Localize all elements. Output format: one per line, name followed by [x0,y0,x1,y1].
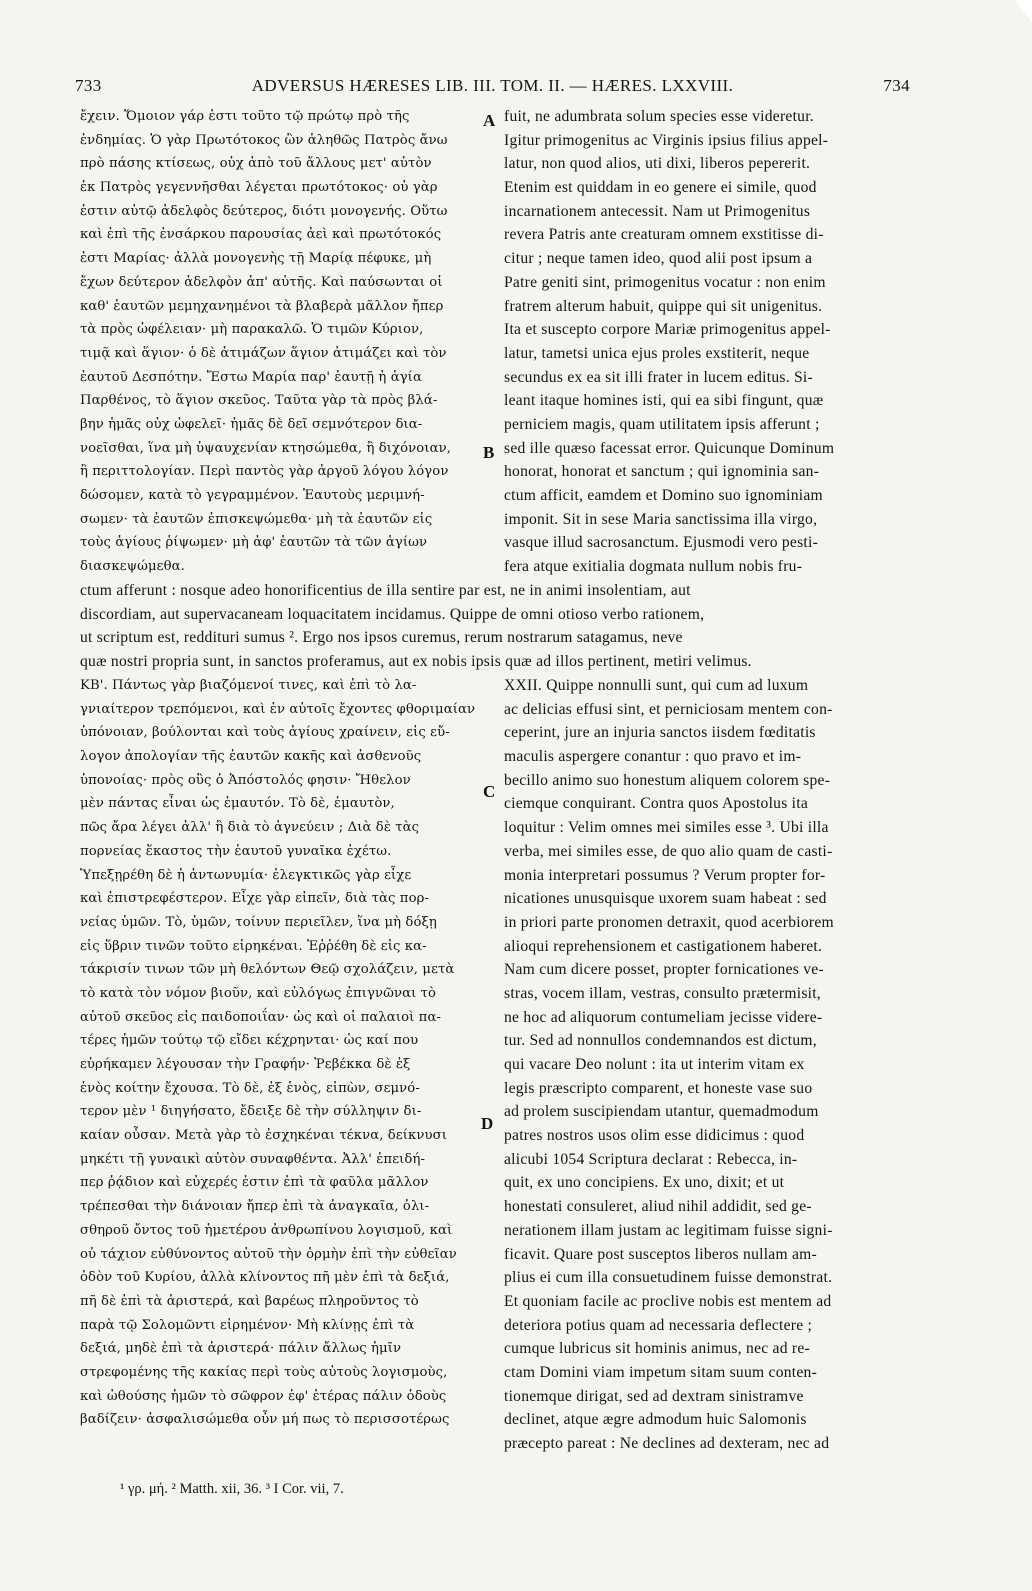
latin-line: declinet, atque ægre admodum huic Salomonis [504,1411,807,1429]
latin-line: becillo animo suo honestum aliquem colorem spe- [504,771,831,789]
latin-line: Et quoniam facile ac proclive nobis est mentem ad [504,1292,832,1310]
latin-line: ne hoc ad aliquorum contumeliam jecisse videre- [504,1008,823,1026]
margin-mark-a: A [483,111,496,130]
greek-line: πρὸ πάσης κτίσεως, οὐχ ἀπὸ τοῦ ἄλλους μετ' αὐτὸν [80,156,432,172]
latin-line: fratrem alterum habuit, quippe qui sit unigenitus. [504,297,823,315]
greek-line: περ ῥᾴδιον καὶ εὐχερές ἐστιν ἐπὶ τὰ φαῦλα μᾶλλον [80,1175,429,1191]
greek-line: ἐστιν αὐτῷ ἀδελφὸς δεύτερος, διότι μονογενής. Οὕτω [80,203,448,219]
latin-line: leant itaque homines isti, qui ea sibi fingunt, quæ [504,392,824,410]
latin-line: honestati consuleret, aliud nihil addidit, sed ge- [504,1198,812,1216]
latin-line: Ita et suscepto corpore Mariæ primogenitus appel- [504,321,831,339]
greek-line: ἐνδημίας. Ὁ γὰρ Πρωτότοκος ὢν ἀληθῶς Πατρὸς ἄνω [80,132,448,148]
page-number-left: 733 [75,76,102,95]
latin-line: plius ei cum illa consuetudinem fuisse demonstrat. [504,1269,833,1287]
greek-line: τρέπεσθαι τὴν διάνοιαν ἤπερ ἐπὶ τὰ ἀναγκαῖα, ὀλι- [80,1199,430,1215]
latin-line: præcepto pareat : Ne declines ad dexteram, nec ad [504,1435,830,1452]
latin-line: alioqui reprehensionem et castigationem haberet. [504,937,823,955]
latin-line: nerationem illam justam ac legitimam fuisse signi- [504,1221,833,1239]
greek-line: τὰ πρὸς ὠφέλειαν· μὴ παρακαλῶ. Ὁ τιμῶν Κύριον, [80,322,424,338]
running-title: ADVERSUS HÆRESES LIB. III. TOM. II. — HÆRES. LXXVIII. [251,76,734,95]
greek-line: τερον μὲν ¹ διηγήσατο, ἔδειξε δὲ τὴν σύλληψιν δι- [80,1104,422,1120]
latin-line: imponit. Sit in sese Maria sanctissima illa virgo, [504,510,818,528]
full-width-line: discordiam, aut supervacaneam loquacitatem incidamus. Quippe de omni otioso verbo rationem, [80,605,705,623]
greek-line: Ὑπεξῃρέθη δὲ ἡ ἀντωνυμία· ἐλεγκτικῶς γὰρ εἶχε [80,867,412,883]
greek-line: τέρες ἡμῶν τούτῳ τῷ εἴδει κέχρηνται· ὡς καί που [80,1033,419,1049]
greek-line: πορνείας ἕκαστος τὴν ἑαυτοῦ γυναῖκα ἐχέτω. [80,843,392,859]
greek-line: μηκέτι τῇ γυναικὶ αὐτὸν συναφθέντα. Ἀλλ' ἐπειδή- [80,1151,426,1167]
latin-line: ad prolem suscipiendam utantur, quemadmodum [504,1103,819,1121]
latin-column-2 [504,674,906,1456]
greek-line: σθηροῦ ὄντος τοῦ ἡμετέρου ἀνθρωπίνου λογισμοῦ, καὶ [80,1222,453,1238]
greek-line: καὶ ἐπὶ τῆς ἐνσάρκου παρουσίας ἀεὶ καὶ πρωτότοκός [80,227,442,243]
greek-line: ὑπόνοιαν, βούλονται καὶ τοὺς ἁγίους χραίνειν, εἰς εὔ- [80,725,450,741]
latin-line: latur, tametsi unica ejus proles exstiterit, neque [504,344,810,362]
latin-line: revera Patris ante creaturam omnem exstitisse di- [504,226,824,244]
greek-line: αὐτοῦ σκεῦος εἰς παιδοποιΐαν· ὡς καὶ οἱ παλαιοὶ πα- [80,1009,442,1025]
latin-line: quit, ex uno concipiens. Ex uno, dixit; et ut [504,1174,785,1192]
latin-line: patres nostros usos olim esse didicimus : quod [504,1127,805,1145]
greek-line: καθ' ἑαυτῶν μεμηχανημένοι τὰ βλαβερὰ μᾶλλον ἤπερ [80,298,444,314]
margin-mark-c: C [483,782,496,801]
latin-line: ctam Domini viam impetum sitam suum conten- [504,1363,818,1381]
latin-line: alicubi 1054 Scriptura declarat : Rebecca, in- [504,1150,798,1168]
greek-line: διασκεψώμεθα. [80,559,185,575]
greek-line: τάκρισίν τινων τῶν μὴ θελόντων Θεῷ σχολάζειν, μετὰ [80,962,455,978]
page-number-right: 734 [883,76,910,95]
greek-line: βαδίζειν· ἀσφαλισώμεθα οὖν μή πως τὸ περισσοτέρως [80,1412,450,1428]
greek-line: μὲν πάντας εἶναι ὡς ἐμαυτόν. Τὸ δὲ, ἐμαυτὸν, [80,796,395,812]
latin-line: Nam cum dicere posset, propter fornicationes ve- [504,961,824,979]
latin-line: ac delicias effusi sint, et perniciosam mentem con- [504,700,833,718]
latin-line: tur. Sed ad nonnullos condemnandos est dictum, [504,1032,817,1050]
latin-line: ceperint, jure an injuria sanctos iisdem fœditatis [504,724,816,742]
greek-line: γνιαίτερον τρεπόμενοι, καὶ ἐν αὐτοῖς ἔχοντες φθοριμαίαν [80,701,476,717]
greek-line: δώσομεν, κατὰ τὸ γεγραμμένον. Ἑαυτοὺς μεριμνή- [80,488,425,503]
greek-line: καὶ ἐπιστρεφέστερον. Εἶχε γὰρ εἰπεῖν, διὰ τὰς πορ- [80,891,430,907]
footnotes: ¹ γρ. μή. ² Matth. xii, 36. ³ I Cor. vii, 7. [120,1481,344,1497]
greek-line: εὑρήκαμεν λέγουσαν τὴν Γραφήν· Ῥεβέκκα δὲ ἐξ [80,1057,411,1072]
latin-line: vasque illud sacrosanctum. Ejusmodi vero pesti- [504,534,819,552]
margin-mark-d: D [481,1114,494,1133]
margin-mark-b: B [483,443,495,462]
latin-line: incarnationem antecessit. Nam ut Primogenitus [504,202,811,220]
greek-line: ἑνὸς κοίτην ἔχουσα. Τὸ δὲ, ἐξ ἑνὸς, εἰπὼν, σεμνό- [80,1080,420,1096]
latin-column-1 [504,105,906,579]
running-header [75,76,910,98]
greek-line: νείας ὑμῶν. Τὸ, ὑμῶν, τοίνυν περιεῖλεν, ἵνα μὴ δόξῃ [80,914,437,930]
greek-line: ἢ περιττολογίαν. Περὶ παντὸς γὰρ ἀργοῦ λόγου λόγον [80,464,449,480]
full-width-lines [80,579,906,674]
latin-line: honorat, honorat et sanctum ; qui ignominia san- [504,463,820,481]
latin-line: sed ille quæso facessat error. Quicunque Dominum [504,439,835,457]
full-width-line: ctum afferunt : nosque adeo honorificentius de illa sentire par est, ne in animi insolentiam, aut [80,582,691,599]
greek-line: λογον ἀπολογίαν τῆς ἑαυτῶν κακῆς καὶ ἀσθενοῦς [80,749,422,765]
greek-line: βην ἡμᾶς οὐχ ὠφελεῖ· ἡμᾶς δὲ δεῖ σεμνότερον δια- [80,416,423,432]
greek-column-1 [80,105,480,579]
greek-line: καίαν οὖσαν. Μετὰ γὰρ τὸ ἐσχηκέναι τέκνα, δείκνυσι [80,1128,447,1144]
greek-line: ἑαυτοῦ Δεσπότην. Ἔστω Μαρία παρ' ἑαυτῇ ἡ ἁγία [80,369,422,385]
latin-line: tionemque dirigat, sed ad dextram sinistramve [504,1387,804,1405]
greek-line: ἔχειν. Ὅμοιον γάρ ἐστι τοῦτο τῷ πρώτῳ πρὸ τῆς [80,109,410,124]
greek-column-2 [80,674,480,1432]
greek-line: πῆ δὲ ἐπὶ τὰ ἀριστερά, καὶ βαρέως πληροῦντος τὸ [80,1293,419,1309]
latin-line: deteriora potius quam ad necessaria deflectere ; [504,1316,813,1334]
full-width-line: ut scriptum est, reddituri sumus ². Ergo nos ipsos curemus, rerum nostrarum satagamus, neve [80,629,683,647]
greek-line: ἐκ Πατρὸς γεγεννῆσθαι λέγεται πρωτότοκος· οὐ γὰρ [80,180,438,196]
latin-line: Igitur primogenitus ac Virginis ipsius filius appel- [504,131,829,149]
latin-line: in priori parte pronomen detraxit, quod acerbiorem [504,913,834,931]
page-corner [1014,0,1032,22]
greek-line: νοεῖσθαι, ἵνα μὴ ὑψαυχενίαν κτησώμεθα, ἢ διχόνοιαν, [80,440,452,456]
latin-line: fuit, ne adumbrata solum species esse videretur. [504,108,814,125]
latin-line: cumque lubricus sit hominis animus, nec ad re- [504,1340,810,1358]
greek-line: οὐ τάχιον εὐθύνοντος αὐτοῦ τὴν ὁρμὴν ἐπὶ τὴν εὐθεῖαν [80,1246,457,1262]
greek-line: παρὰ τῷ Σολομῶντι εἰρημένον· Μὴ κλίνῃς ἐπὶ τὰ [80,1317,415,1333]
latin-line: stras, vocem illam, vestras, consulto prætermisit, [504,984,821,1002]
greek-line: τοὺς ἁγίους ῥίψωμεν· μὴ ἀφ' ἑαυτῶν τὰ τῶν ἁγίων [80,535,428,551]
latin-line: ctum afficit, eamdem et Domino suo ignominiam [504,487,823,504]
latin-line: fera atque exitialia dogmata nullum nobis fru- [504,558,803,576]
latin-line: nicationes unusquisque uxorem suam habeat : sed [504,890,827,908]
greek-line: ὁδὸν τοῦ Κυρίου, ἀλλὰ κλίνοντος πῆ μὲν ἐπὶ τὰ δεξιά, [80,1270,450,1286]
latin-line: loquitur : Velim omnes mei similes esse ³. Ubi illa [504,819,829,837]
greek-line: πῶς ἄρα λέγει ἀλλ' ἢ διὰ τὸ ἁγνεύειν ; Διὰ δὲ τὰς [80,820,420,836]
latin-line: legis præscripto comparent, et honeste vase suo [504,1079,813,1097]
full-width-line: quæ nostri propria sunt, in sanctos proferamus, aut ex nobis ipsis quæ ad illos pertinent, metiri velimus. [80,653,752,671]
greek-line: στρεφομένης τῆς κακίας περὶ τοὺς αὐτοὺς λογισμοὺς, [80,1364,448,1380]
latin-line: citur ; neque tamen ideo, quod alii post ipsum a [504,250,813,268]
latin-line: Patre geniti sint, primogenitus vocatur : non enim [504,273,826,291]
greek-line: εἰς ὕβριν τινῶν τοῦτο εἰρηκέναι. Ἐῤῥέθη δὲ εἰς κα- [80,938,427,954]
greek-line: ὑπονοίας· πρὸς οὓς ὁ Ἀπόστολός φησιν· Ἤθελον [80,772,411,788]
latin-line: qui vacare Deo nolunt : ita ut interim vitam ex [504,1056,805,1073]
greek-line: ἔχων δεύτερον ἀδελφὸν ἀπ' αὐτῆς. Καὶ παύσωνται οἱ [80,274,443,290]
latin-line: secundus ex ea sit illi frater in lucem editus. Si- [504,368,813,386]
latin-line: perniciem magis, quam utilitatem ipsis afferunt ; [504,415,820,433]
latin-line: ficavit. Quare post susceptos liberos nullam am- [504,1245,817,1263]
latin-line: ciemque conquirant. Contra quos Apostolus ita [504,795,809,813]
greek-line: σωμεν· τὰ ἑαυτῶν ἐπισκεψώμεθα· μὴ τὰ ἑαυτῶν εἰς [80,511,433,527]
greek-line: τὸ κατὰ τὸν νόμον βιοῦν, καὶ εὐλόγως ἐπιγνῶναι τὸ [80,985,437,1001]
latin-line: monia interpretari possumus ? Verum propter for- [504,866,826,884]
latin-line: latur, non quod alios, uti dixi, liberos pepererit. [504,155,811,173]
latin-line: maculis aspergere conantur : quo pravo et im- [504,748,802,766]
latin-line: verba, mei similes esse, de quo alio quam de casti- [504,842,833,860]
greek-line: ΚΒ'. Πάντως γὰρ βιαζόμενοί τινες, καὶ ἐπὶ τὸ λα- [80,678,417,693]
greek-line: τιμᾷ καὶ ἅγιον· ὁ δὲ ἀτιμάζων ἅγιον ἀτιμάζει καὶ τὸν [80,345,447,361]
greek-line: καὶ ὠθούσης ἡμῶν τὸ σῶφρον ἐφ' ἑτέρας πάλιν ὁδοὺς [80,1388,447,1404]
greek-line: ἐστι Μαρίας· ἀλλὰ μονογενὴς τῇ Μαρίᾳ πέφυκε, μὴ [80,251,432,267]
greek-line: Παρθένος, τὸ ἅγιον σκεῦος. Ταῦτα γὰρ τὰ πρὸς βλά- [80,393,438,409]
latin-line: Etenim est quiddam in eo genere ei simile, quod [504,179,817,197]
greek-line: δεξιά, μηδὲ ἐπὶ τὰ ἀριστερά· πάλιν ἄλλως ἡμῖν [80,1341,402,1357]
latin-line: XXII. Quippe nonnulli sunt, qui cum ad luxum [504,677,809,694]
